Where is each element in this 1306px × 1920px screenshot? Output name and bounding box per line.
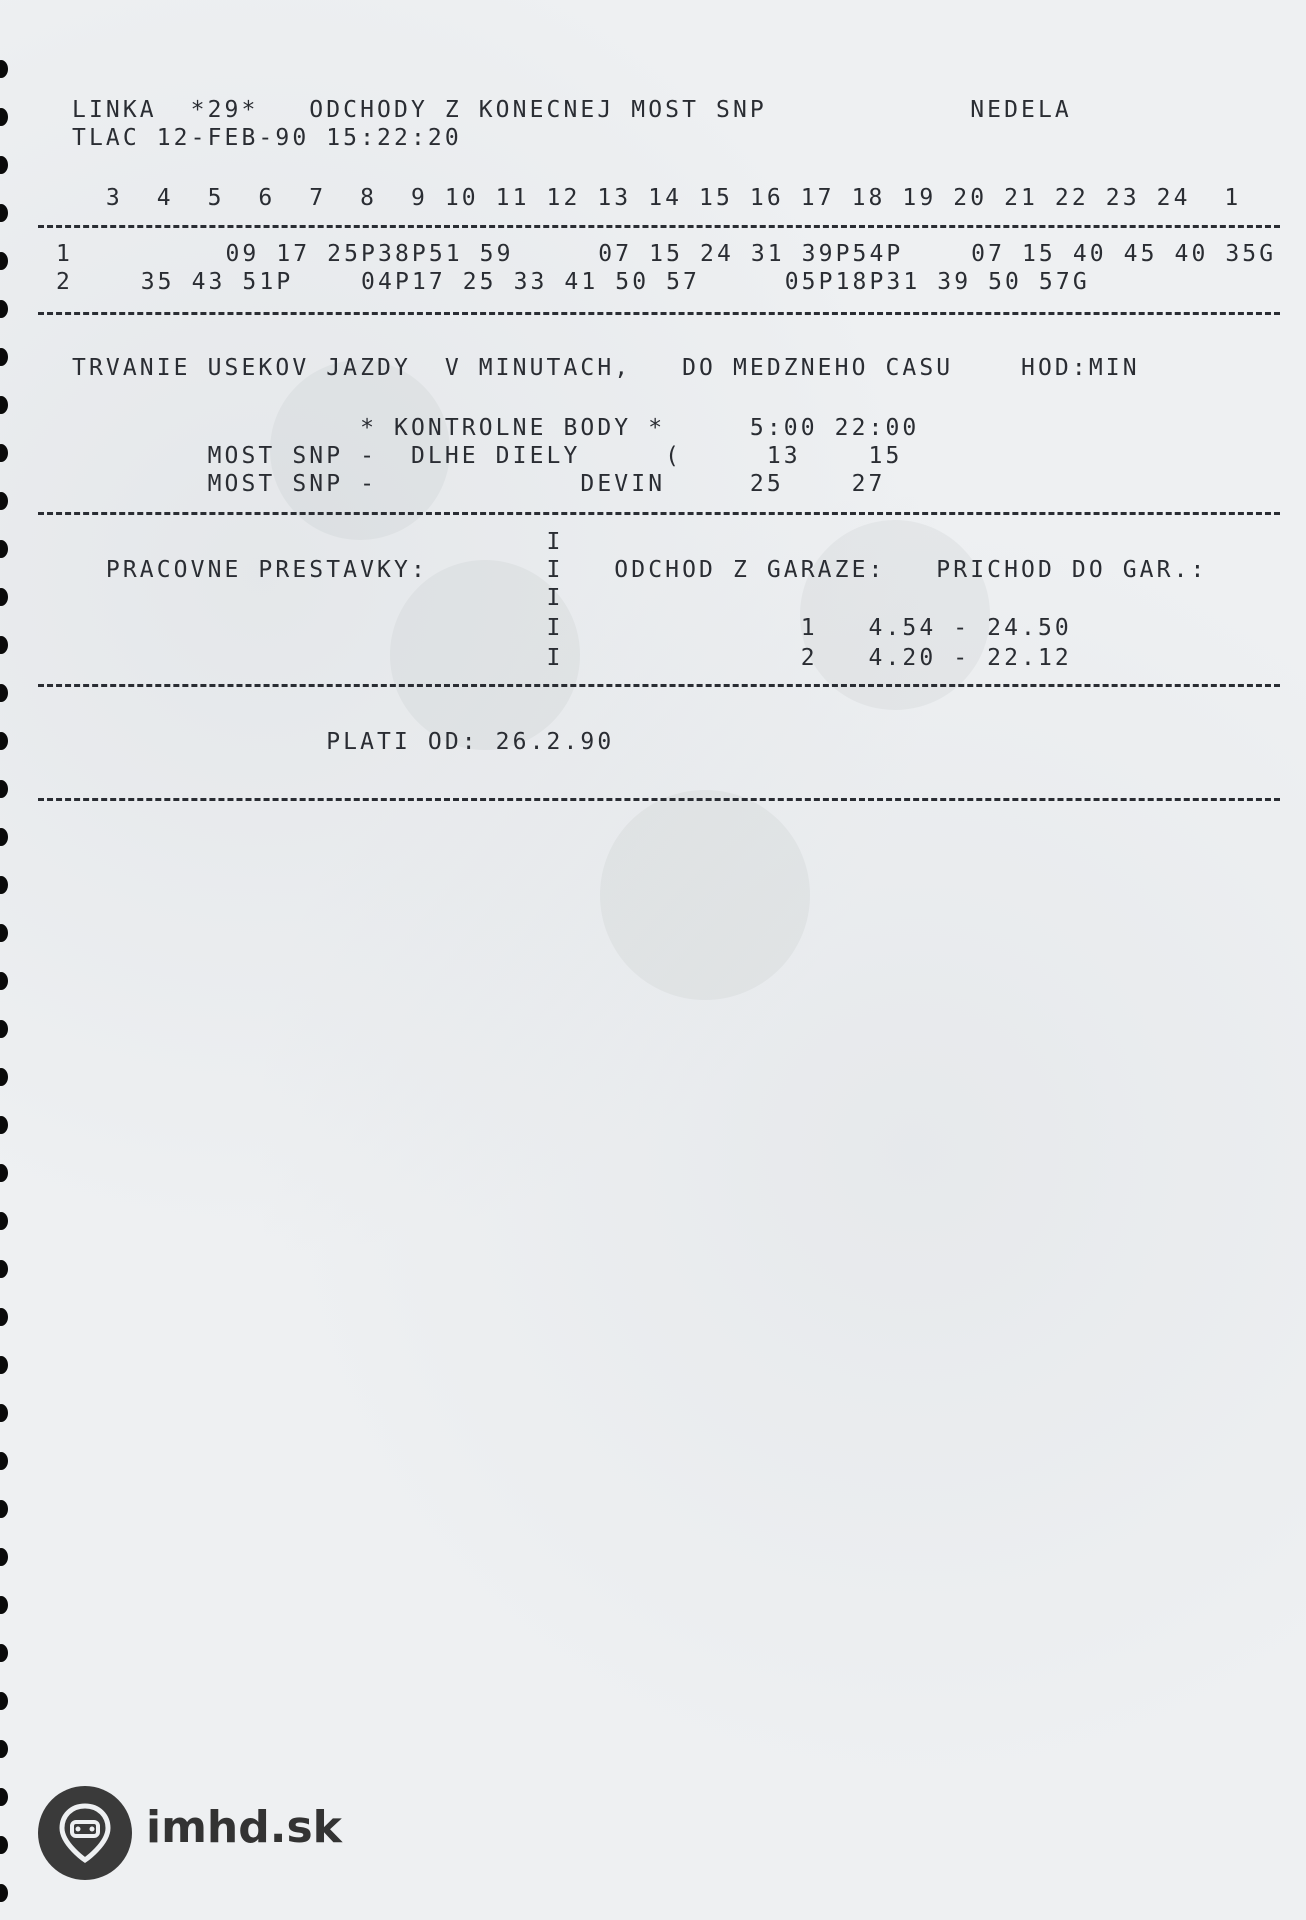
breaks-line-1: I [72,529,564,555]
valid-from: PLATI OD: 26.2.90 [72,729,615,755]
perforation-hole [0,300,8,318]
perforation-hole [0,156,8,174]
perforation-hole [0,60,8,78]
perforation-hole [0,636,8,654]
imhd-logo-text: imhd.sk [146,1802,342,1853]
breaks-line-2: PRACOVNE PRESTAVKY: I ODCHOD Z GARAZE: PRICHOD DO GAR.: [72,557,1208,583]
perforation-hole [0,972,8,990]
header-line-2: TLAC 12-FEB-90 15:22:20 [72,125,462,151]
perforation-hole [0,1452,8,1470]
breaks-line-5: I 2 4.20 - 22.12 [72,645,1072,671]
perforation-hole [0,684,8,702]
perforation-hole [0,252,8,270]
divider [38,312,1280,315]
hours-row: 3 4 5 6 7 8 9 10 11 12 13 14 15 16 17 18 19 20 21 22 23 24 1 [72,185,1242,211]
perforation-hole [0,1788,8,1806]
divider [38,225,1280,228]
perforation-hole [0,1116,8,1134]
perforation-hole [0,108,8,126]
perforation-hole [0,348,8,366]
perforation-holes [0,0,14,1920]
control-point-row-2: MOST SNP - DEVIN 25 27 [72,471,886,497]
divider [38,512,1280,515]
perforation-hole [0,1596,8,1614]
perforation-hole [0,1212,8,1230]
perforation-hole [0,732,8,750]
divider [38,684,1280,687]
watermark-circle [600,790,810,1000]
imhd-logo [38,1786,438,1886]
perforation-hole [0,1884,8,1902]
perforation-hole [0,1404,8,1422]
perforation-hole [0,1356,8,1374]
perforation-hole [0,924,8,942]
perforation-hole [0,1020,8,1038]
perforation-hole [0,492,8,510]
perforation-hole [0,780,8,798]
header-line-1: LINKA *29* ODCHODY Z KONECNEJ MOST SNP NEDELA [72,97,1072,123]
perforation-hole [0,204,8,222]
perforation-hole [0,396,8,414]
perforation-hole [0,1308,8,1326]
breaks-line-3: I [72,585,564,611]
perforation-hole [0,540,8,558]
perforation-hole [0,876,8,894]
control-point-row-1: MOST SNP - DLHE DIELY ( 13 15 [72,443,903,469]
perforation-hole [0,1068,8,1086]
perforation-hole [0,1692,8,1710]
perforation-hole [0,828,8,846]
perforation-hole [0,1644,8,1662]
perforation-hole [0,1740,8,1758]
durations-title: TRVANIE USEKOV JAZDY V MINUTACH, DO MEDZNEHO CASU HOD:MIN [72,355,1140,381]
perforation-hole [0,1836,8,1854]
perforation-hole [0,444,8,462]
perforation-hole [0,1164,8,1182]
control-points-header: * KONTROLNE BODY * 5:00 22:00 [72,415,920,441]
departures-row-2: 2 35 43 51P 04P17 25 33 41 50 57 05P18P31 39 50 57G [56,269,1090,295]
departures-row-1: 1 09 17 25P38P51 59 07 15 24 31 39P54P 07 15 40 45 40 35G [56,241,1277,267]
perforation-hole [0,1260,8,1278]
perforation-hole [0,1548,8,1566]
breaks-line-4: I 1 4.54 - 24.50 [72,615,1072,641]
divider [38,798,1280,801]
imhd-pin-icon [38,1786,132,1880]
perforation-hole [0,1500,8,1518]
perforation-hole [0,588,8,606]
